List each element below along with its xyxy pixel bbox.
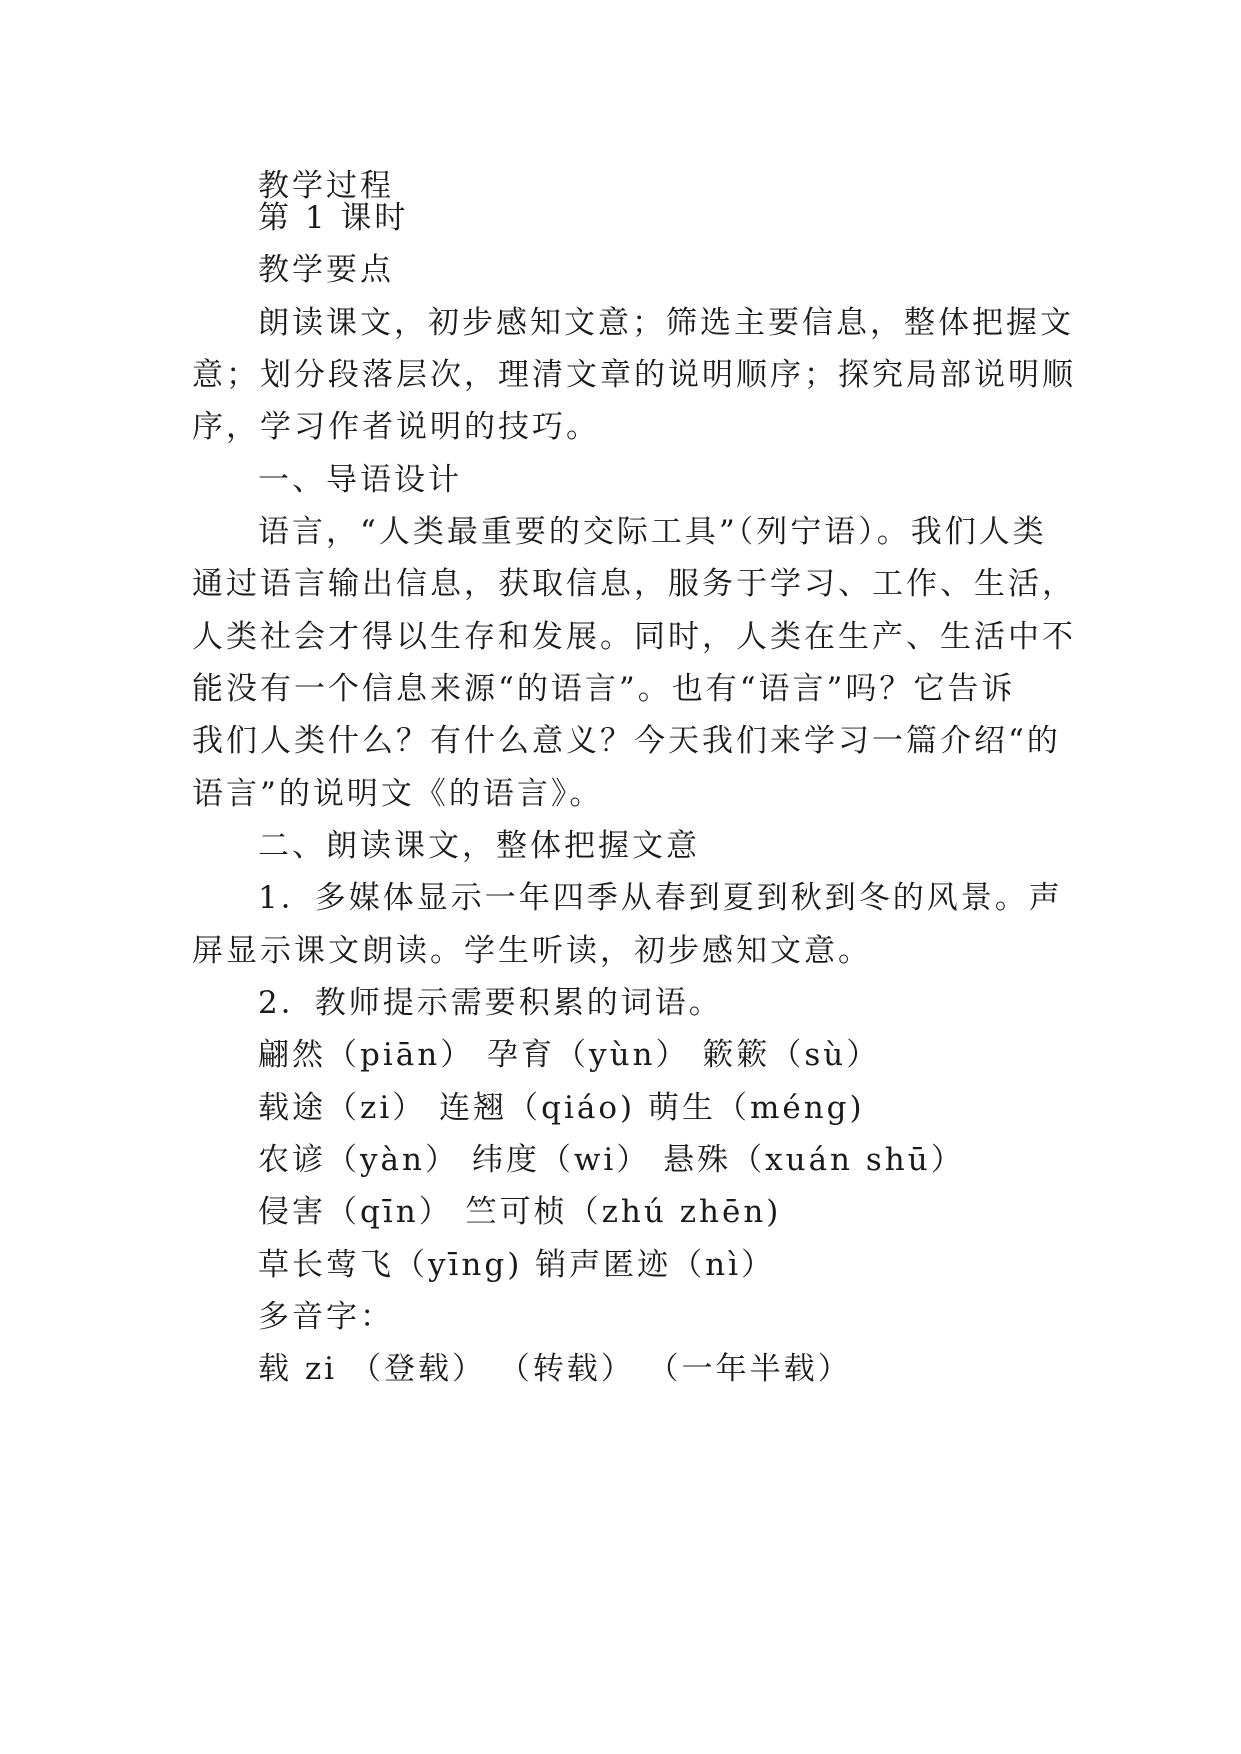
section-heading-teaching-process: 教学过程: [258, 168, 394, 204]
paragraph-line: 1．多媒体显示一年四季从春到夏到秋到冬的风景。声: [258, 880, 1063, 916]
polyphonic-heading: 多音字：: [258, 1299, 394, 1335]
paragraph-line: 屏显示课文朗读。学生听读，初步感知文意。: [192, 933, 872, 969]
paragraph-line: 序，学习作者说明的技巧。: [192, 409, 600, 445]
polyphonic-line: 载 zi （登载） （转载） （一年半载）: [258, 1351, 852, 1387]
paragraph-line: 能没有一个信息来源“的语言”。也有“语言”吗？它告诉: [192, 671, 1016, 707]
paragraph-line: 语言”的说明文《的语言》。: [192, 776, 604, 812]
paragraph-line: 2．教师提示需要积累的词语。: [258, 985, 723, 1021]
teaching-points-heading: 教学要点: [258, 252, 394, 288]
section-heading-intro-design: 一、导语设计: [258, 462, 462, 498]
paragraph-line: 我们人类什么？有什么意义？今天我们来学习一篇介绍“的: [192, 723, 1061, 759]
vocabulary-line: 草长莺飞（yīng) 销声匿迹（nì）: [258, 1247, 776, 1283]
paragraph-line: 人类社会才得以生存和发展。同时，人类在生产、生活中不: [192, 619, 1076, 655]
section-heading-reading: 二、朗读课文，整体把握文意: [258, 828, 700, 864]
vocabulary-line: 翩然（piān） 孕育（yùn） 簌簌（sù）: [258, 1037, 881, 1073]
paragraph-line: 语言，“人类最重要的交际工具”（列宁语）。我们人类: [258, 514, 1047, 550]
lesson-period-heading: 第 1 课时: [258, 200, 409, 236]
paragraph-line: 朗读课文，初步感知文意；筛选主要信息，整体把握文: [258, 305, 1074, 341]
vocabulary-line: 载途（zi） 连翘（qiáo) 萌生（méng): [258, 1090, 865, 1126]
paragraph-line: 通过语言输出信息，获取信息，服务于学习、工作、生活，: [192, 566, 1076, 602]
vocabulary-line: 农谚（yàn） 纬度（wi） 悬殊（xuán shū）: [258, 1142, 965, 1178]
vocabulary-line: 侵害（qīn） 竺可桢（zhú zhēn): [258, 1194, 782, 1230]
paragraph-line: 意；划分段落层次，理清文章的说明顺序；探究局部说明顺: [192, 357, 1076, 393]
